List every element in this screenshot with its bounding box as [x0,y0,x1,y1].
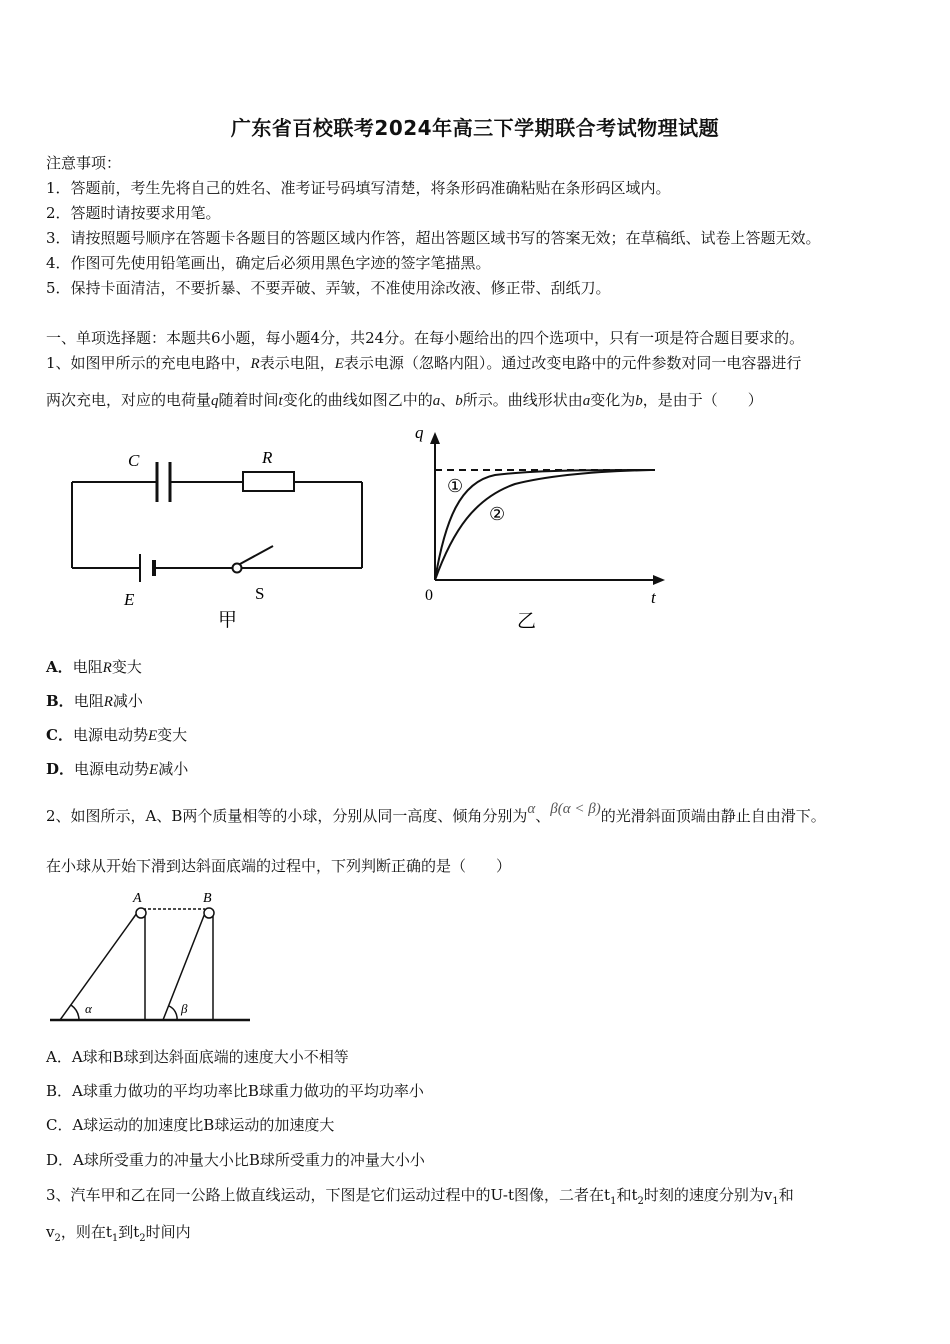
x-axis-arrow [653,575,665,585]
label-q: q [415,423,424,442]
q3-stem-line1: 3、汽车甲和乙在同一公路上做直线运动，下图是它们运动过程中的U-t图像，二者在$t_1$和$t_2$时刻的速度分别为$v_1$和 [46,1186,794,1207]
q2-option-a: A．A球和B球到达斜面底端的速度大小不相等 [46,1048,349,1066]
y-axis-arrow [430,432,440,444]
q2-option-c: C．A球运动的加速度比B球运动的加速度大 [46,1116,335,1134]
q1-option-b: B．电阻R减小 [46,692,143,710]
angle-alpha-arc [71,1005,79,1020]
q1-stem-line1: 1、如图甲所示的充电电路中，R表示电阻，E表示电源（忽略内阻）。通过改变电路中的元件参数对同一电容器进行 [46,354,802,372]
angle-beta-arc [169,1006,177,1020]
q-t-graph [405,420,680,635]
label-B: B [203,891,212,906]
incline-diagram [45,885,260,1030]
q2-option-d: D．A球所受重力的冲量大小比B球所受重力的冲量大小小 [46,1151,425,1169]
q3-stem-line2: $v_2$，则在$t_1$到$t_2$时间内 [46,1223,191,1244]
ball-b [204,908,214,918]
resistor-symbol [243,472,294,491]
circuit-diagram [60,440,380,640]
notice-item-5: 5．保持卡面清洁，不要折暴、不要弄破、弄皱，不准使用涂改液、修正带、刮纸刀。 [46,279,611,297]
label-A: A [133,891,142,906]
q2-option-b: B．A球重力做功的平均功率比B球重力做功的平均功率小 [46,1082,424,1100]
ball-a [136,908,146,918]
label-beta: β [181,1001,188,1016]
caption-jia: 甲 [218,610,238,631]
q2-stem-line1: 2、如图所示，A、B两个质量相等的小球，分别从同一高度、倾角分别为α、β(α < β)的光滑斜面顶端由静止自由滑下。 [46,801,826,825]
section-heading: 一、单项选择题：本题共6小题，每小题4分，共24分。在每小题给出的四个选项中，只有一项是符合题目要求的。 [46,329,805,347]
label-origin: 0 [425,587,433,604]
label-curve-1: ① [447,476,464,496]
notice-item-2: 2．答题时请按要求用笔。 [46,204,221,222]
notice-heading: 注意事项： [46,154,122,172]
switch-contact [233,564,242,573]
label-curve-2: ② [489,504,506,524]
label-C: C [128,451,140,470]
page-title: 广东省百校联考2024年高三下学期联合考试物理试题 [230,116,720,140]
q1-stem-line2: 两次充电，对应的电荷量q随着时间t变化的曲线如图乙中的a、b所示。曲线形状由a变化为b，是由于（ ） [46,391,763,409]
curve-2 [435,470,651,580]
notice-item-1: 1．答题前，考生先将自己的姓名、准考证号码填写清楚，将条形码准确粘贴在条形码区域内。 [46,179,671,197]
incline-a [60,913,137,1020]
caption-yi: 乙 [517,611,537,632]
label-R: R [262,448,273,467]
curve-1 [435,470,651,580]
q1-option-c: C．电源电动势E变大 [46,726,188,744]
q2-stem-line2: 在小球从开始下滑到达斜面底端的过程中，下列判断正确的是（ ） [46,857,512,875]
notice-item-4: 4．作图可先使用铅笔画出，确定后必须用黑色字迹的签字笔描黑。 [46,254,491,272]
q1-option-d: D．电源电动势E减小 [46,760,189,778]
label-S: S [255,584,265,603]
label-t: t [651,588,656,607]
label-E: E [124,590,135,609]
q1-option-a: A．电阻R变大 [46,658,142,676]
notice-item-3: 3．请按照题号顺序在答题卡各题目的答题区域内作答，超出答题区域书写的答案无效；在草稿纸、试卷上答题无效。 [46,229,821,247]
label-alpha: α [85,1001,92,1016]
